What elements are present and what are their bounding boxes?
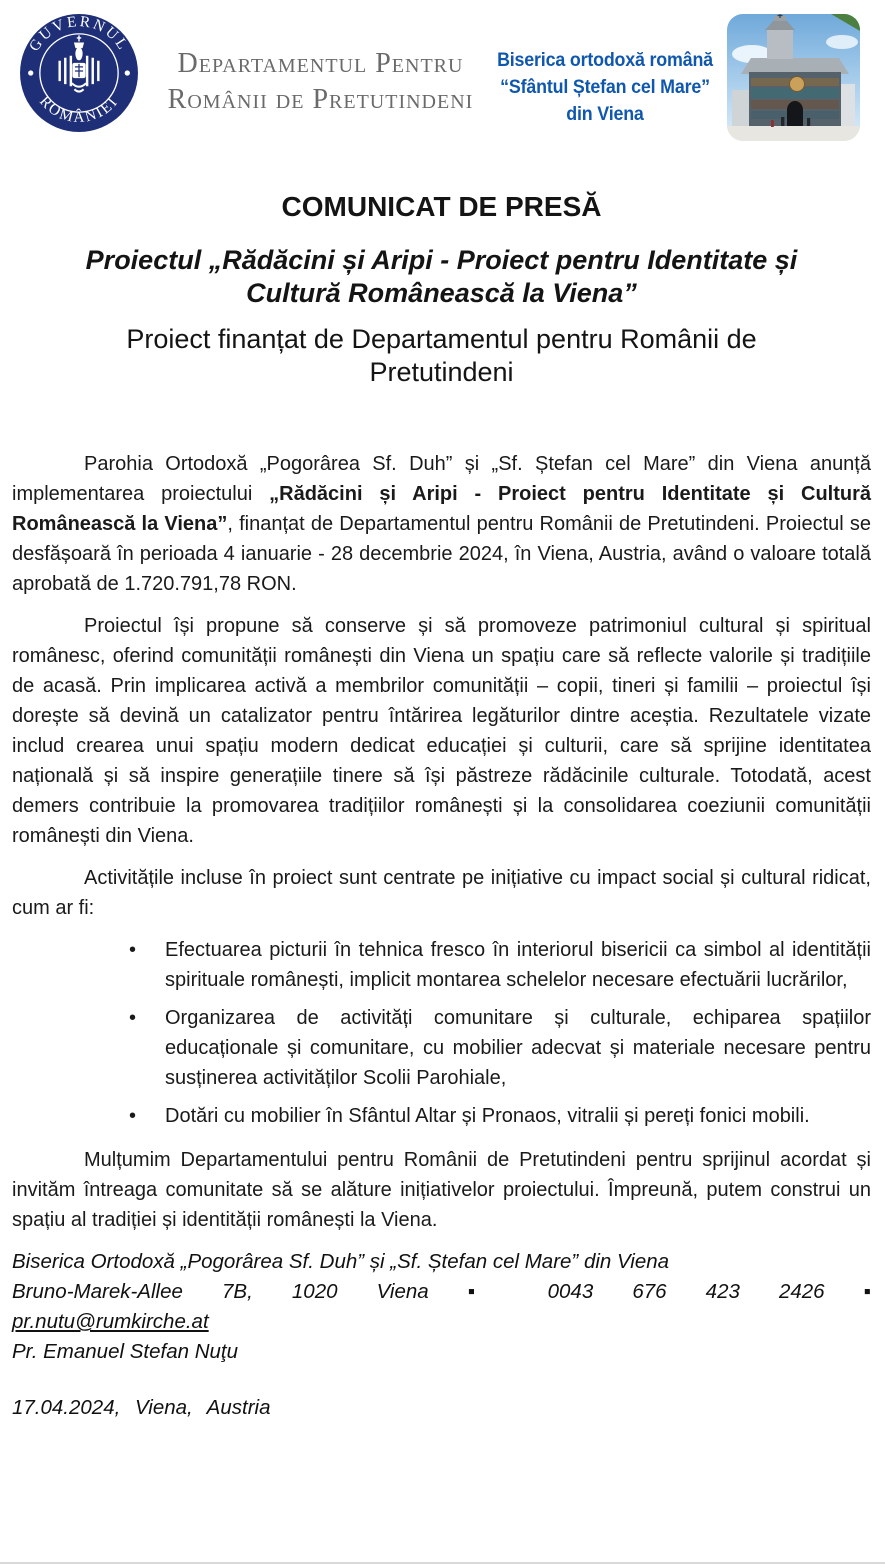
funding-subheading: Proiect finanțat de Departamentul pentru Românii de Pretutindeni bbox=[126, 324, 757, 387]
church-title bbox=[482, 47, 728, 128]
paragraph-announcement-pre: Parohia Ortodoxă „Pogorârea Sf. Duh” și „Sf. Ștefan cel Mare” din Viena anunță implementarea proiectului bbox=[12, 453, 871, 505]
seal-bottom-text: ROMÂNIEI bbox=[36, 92, 122, 126]
footer-organization: Biserica Ortodoxă „Pogorârea Sf. Duh” și „Sf. Ștefan cel Mare” din Viena bbox=[12, 1250, 670, 1273]
photo-door bbox=[787, 101, 803, 126]
department-wordmark bbox=[148, 46, 493, 118]
list-item-text: Dotări cu mobilier în Sfântul Altar și Pronaos, vitralii și pereți fonici mobili. bbox=[165, 1105, 810, 1127]
separator-square-icon: ▪ bbox=[863, 1280, 871, 1303]
project-name-bold: „Rădăcini și Aripi - Proiect pentru Identitate și Cultură Românească la Viena” bbox=[12, 483, 872, 535]
seal-top-text: GUVERNUL bbox=[25, 12, 133, 55]
bullet-icon: • bbox=[129, 1105, 137, 1127]
list-item-text: Organizarea de activități comunitare și culturale, echiparea spațiilor educaționale și comunitare, cu mobilier adecvat și materiale necesare pentru susținerea activităților Scolii Parohiale, bbox=[165, 1007, 871, 1089]
separator-square-icon: ▪ bbox=[467, 1280, 509, 1303]
paragraph-announcement bbox=[12, 449, 871, 599]
contact-footer bbox=[12, 1247, 871, 1367]
activities-list bbox=[123, 935, 871, 1131]
photo-tower bbox=[767, 30, 793, 59]
page-title: COMUNICAT DE PRESĂ bbox=[281, 191, 602, 222]
footer-contact-line bbox=[12, 1277, 871, 1307]
list-item bbox=[123, 1101, 871, 1131]
date-location-line: 17.04.2024, Viena, Austria bbox=[12, 1396, 271, 1419]
department-line2: Românii de Pretutindeni bbox=[167, 84, 474, 115]
footer-email-line bbox=[12, 1307, 871, 1337]
church-photo bbox=[727, 14, 860, 141]
paragraph-thanks: Mulțumim Departamentului pentru Românii de Pretutindeni pentru sprijinul acordat și invităm întreaga comunitate să se alăture inițiativelor proiectului. Împreună, putem construi un spațiu al tradiției și identității românești la Viena. bbox=[12, 1149, 871, 1231]
seal-left-dot bbox=[28, 70, 33, 75]
list-item-text: Efectuarea picturii în tehnica fresco în interiorul bisericii ca simbol al identității spirituale românești, implicit montarea schelelor necesare efectuării lucrărilor, bbox=[165, 939, 871, 991]
document-body bbox=[12, 190, 871, 1423]
list-item bbox=[123, 935, 871, 995]
list-item bbox=[123, 1003, 871, 1093]
footer-contact-person: Pr. Emanuel Stefan Nuţu bbox=[12, 1340, 239, 1363]
photo-ground bbox=[727, 126, 860, 141]
government-seal-logo bbox=[18, 12, 140, 134]
seal-right-dot bbox=[125, 70, 130, 75]
paragraph-goals: Proiectul își propune să conserve și să promoveze patrimoniul cultural și spiritual românesc, oferind comunității românești din Viena un spațiu care să reflecte valorile și tradițiile de acasă. Prin implicarea activă a membrilor comunității – copii, tineri și familii – proiectul își dorește să devină un catalizator pentru întărirea legăturilor dintre aceștia. Rezultatele vizate includ crearea unui spațiu modern dedicat educației și culturii, care să sprijine identitatea națională și să inspire generațiile tinere să își păstreze rădăcinile culturale. Totodată, acest demers contribuie la promovarea tradițiilor românești și la consolidarea coeziunii comunității românești din Viena. bbox=[12, 615, 871, 847]
photo-roof bbox=[741, 58, 849, 74]
footer-address: Bruno-Marek-Allee 7B, 1020 Viena bbox=[12, 1280, 429, 1303]
bullet-icon: • bbox=[129, 939, 137, 961]
paragraph-activities-intro: Activitățile incluse în proiect sunt centrate pe inițiative cu impact social și cultural ridicat, cum ar fi: bbox=[12, 867, 871, 919]
email-link[interactable]: pr.nutu@rumkirche.at bbox=[12, 1310, 209, 1333]
church-title-line3: din Viena bbox=[566, 104, 644, 125]
church-title-line1: Biserica ortodoxă română bbox=[497, 50, 713, 71]
paragraph-announcement-post: , finanțat de Departamentul pentru Românii de Pretutindeni. Proiectul se desfășoară în perioada 4 ianuarie - 28 decembrie 2024, în Viena, Austria, având o valoare totală aprobată de 1.720.791,78 RON. bbox=[12, 513, 871, 595]
bullet-icon: • bbox=[129, 1007, 137, 1029]
footer-phone: 0043 676 423 2426 bbox=[547, 1280, 825, 1303]
church-title-line2: “Sfântul Ștefan cel Mare” bbox=[500, 77, 710, 98]
department-line1: Departamentul Pentru bbox=[177, 48, 464, 79]
project-subtitle: Proiectul „Rădăcini și Aripi - Proiect pentru Identitate și Cultură Românească la Viena” bbox=[85, 245, 798, 308]
